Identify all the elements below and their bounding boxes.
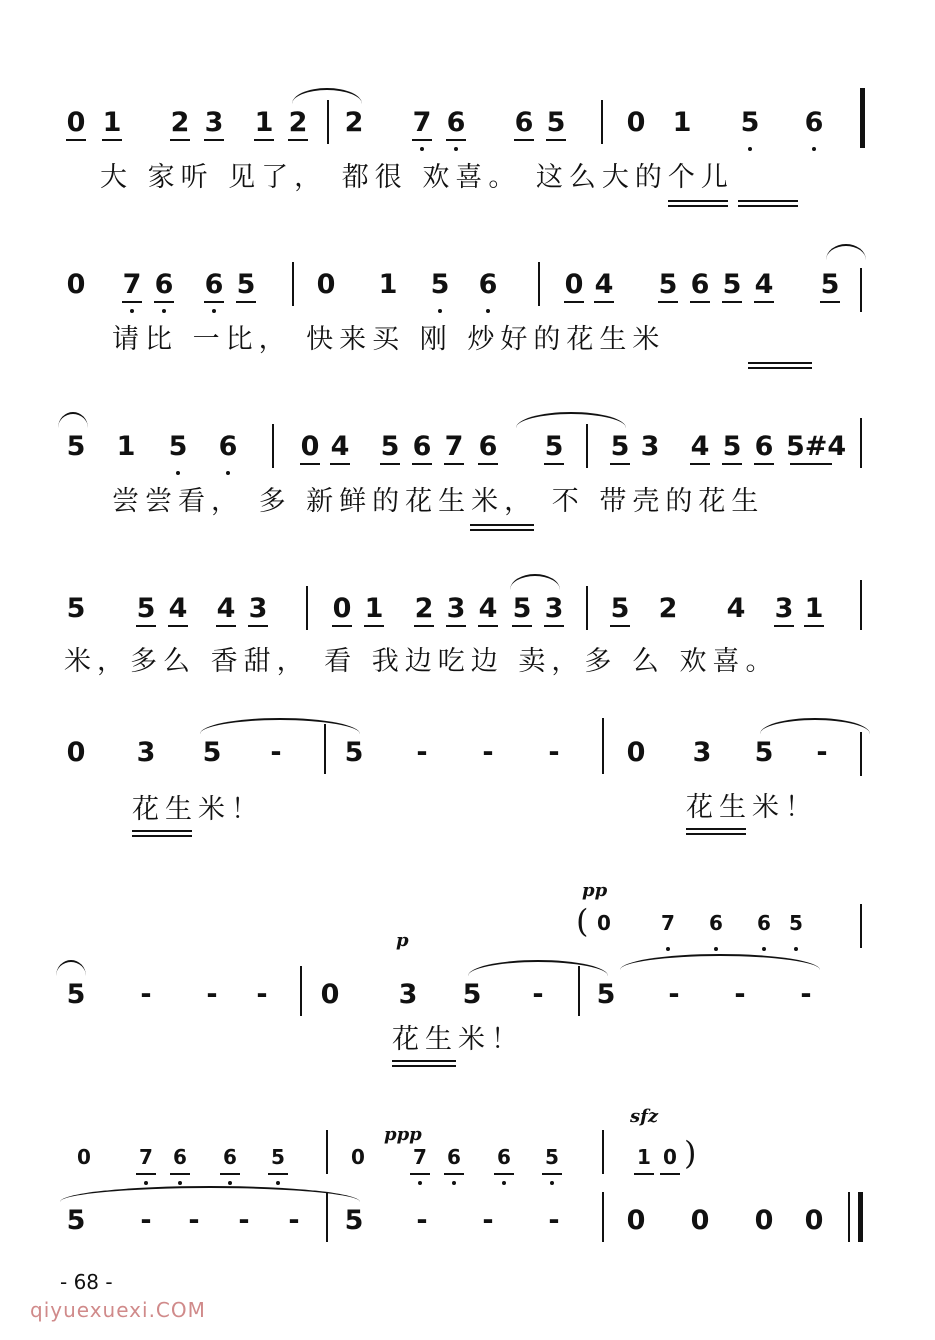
note: 6 xyxy=(510,108,538,138)
tie xyxy=(60,1186,360,1202)
barline xyxy=(860,88,865,148)
barline xyxy=(860,418,862,468)
barline xyxy=(306,586,308,630)
dynamic-mark: p xyxy=(396,930,409,951)
note: 1 xyxy=(98,108,126,138)
note: 0 xyxy=(316,269,336,300)
note: - xyxy=(416,737,428,768)
barline xyxy=(860,904,862,948)
upper-note: 6 xyxy=(166,1142,194,1172)
upper-note: 0 xyxy=(351,1145,365,1169)
dynamic-mark: ppp xyxy=(384,1124,422,1145)
note: 5 xyxy=(718,432,746,462)
note: - xyxy=(140,979,152,1010)
note: 7 xyxy=(118,270,146,300)
note: - xyxy=(188,1205,200,1236)
note: 5 xyxy=(462,979,482,1010)
watermark: qiyuexuexi.COM xyxy=(30,1298,206,1322)
note: 0 xyxy=(804,1205,824,1236)
note: 0 xyxy=(626,737,646,768)
tie xyxy=(760,718,870,734)
note: 5 xyxy=(508,594,536,624)
note: - xyxy=(140,1205,152,1236)
note: 5 xyxy=(540,432,568,462)
note: 5 xyxy=(376,432,404,462)
tie xyxy=(516,412,626,428)
lyrics-line: 米，多么 香甜， 看 我边吃边 卖，多 么 欢喜。 xyxy=(64,646,779,677)
barline xyxy=(300,966,302,1016)
lyrics-line: 尝尝看， 多 新鲜的花生米， 不 带壳的花生 xyxy=(112,486,765,517)
note: 3 xyxy=(640,431,660,462)
lyrics-line: 花生米！ xyxy=(686,792,818,823)
upper-note: 6 xyxy=(490,1142,518,1172)
note: 0 xyxy=(754,1205,774,1236)
dynamic-mark: pp xyxy=(582,880,608,901)
note: 2 xyxy=(344,107,364,138)
lyric-underline xyxy=(738,200,798,207)
barline xyxy=(326,1130,328,1174)
note: 5 xyxy=(606,432,634,462)
note: 3 xyxy=(692,737,712,768)
note: 5#4 xyxy=(786,431,847,462)
note: 5 xyxy=(66,979,86,1010)
note: 2 xyxy=(658,593,678,624)
note: 0 xyxy=(66,737,86,768)
tie xyxy=(58,412,88,428)
note: 7 xyxy=(440,432,468,462)
note: 3 xyxy=(540,594,568,624)
note: 5 xyxy=(654,270,682,300)
note: - xyxy=(734,979,746,1010)
barline xyxy=(602,718,604,774)
upper-note: 5 xyxy=(782,908,810,938)
parenthesis: ) xyxy=(684,1134,697,1172)
note: 0 xyxy=(328,594,356,624)
note: 0 xyxy=(296,432,324,462)
note: 1 xyxy=(116,431,136,462)
note: 6 xyxy=(750,432,778,462)
tie xyxy=(468,960,608,976)
note: 5 xyxy=(426,270,454,300)
barline xyxy=(586,586,588,630)
parenthesis: ( xyxy=(576,902,589,940)
note: 5 xyxy=(816,270,844,300)
barline xyxy=(586,424,588,468)
tie xyxy=(826,244,866,260)
note: - xyxy=(288,1205,300,1236)
barline xyxy=(327,100,329,144)
barline xyxy=(602,1130,604,1174)
lyric-underline xyxy=(668,200,728,207)
note: 1 xyxy=(378,269,398,300)
note: 5 xyxy=(736,108,764,138)
upper-note: 6 xyxy=(750,908,778,938)
note: 2 xyxy=(284,108,312,138)
note: 5 xyxy=(606,594,634,624)
upper-note: 0 xyxy=(77,1145,91,1169)
note: - xyxy=(816,737,828,768)
upper-note: 5 xyxy=(538,1142,566,1172)
tie xyxy=(620,954,820,970)
note: - xyxy=(532,979,544,1010)
note: 5 xyxy=(542,108,570,138)
note: - xyxy=(668,979,680,1010)
barline xyxy=(538,262,540,306)
barline xyxy=(292,262,294,306)
note: 0 xyxy=(626,107,646,138)
lyrics-line: 花生米！ xyxy=(392,1024,524,1055)
upper-note: 5 xyxy=(264,1142,292,1172)
note: 6 xyxy=(800,108,828,138)
upper-note: 7 xyxy=(132,1142,160,1172)
lyric-underline xyxy=(686,828,746,835)
barline xyxy=(272,424,274,468)
note: 5 xyxy=(66,1205,86,1236)
note: 4 xyxy=(212,594,240,624)
note: - xyxy=(800,979,812,1010)
upper-note: 7 xyxy=(654,908,682,938)
upper-note: 1 xyxy=(630,1142,658,1172)
note: 5 xyxy=(232,270,260,300)
note: - xyxy=(548,737,560,768)
note: 6 xyxy=(474,270,502,300)
note: - xyxy=(206,979,218,1010)
note: 1 xyxy=(672,107,692,138)
note: 6 xyxy=(442,108,470,138)
barline xyxy=(602,1192,604,1242)
note: 5 xyxy=(718,270,746,300)
tie xyxy=(200,718,360,734)
note: - xyxy=(238,1205,250,1236)
barline xyxy=(860,580,862,630)
note: 6 xyxy=(474,432,502,462)
note: 3 xyxy=(244,594,272,624)
upper-note: 6 xyxy=(702,908,730,938)
note: 3 xyxy=(136,737,156,768)
note: 2 xyxy=(410,594,438,624)
note: - xyxy=(270,737,282,768)
tie xyxy=(292,88,362,104)
tie xyxy=(56,960,86,976)
note: 5 xyxy=(66,593,86,624)
note: - xyxy=(416,1205,428,1236)
note: 5 xyxy=(754,737,774,768)
note: 4 xyxy=(686,432,714,462)
note: 0 xyxy=(66,269,86,300)
dynamic-mark: sfz xyxy=(630,1106,659,1127)
note: 0 xyxy=(320,979,340,1010)
note: 0 xyxy=(560,270,588,300)
note: 4 xyxy=(726,593,746,624)
note: 5 xyxy=(344,1205,364,1236)
note: 1 xyxy=(250,108,278,138)
note: 5 xyxy=(202,737,222,768)
note: 3 xyxy=(442,594,470,624)
note: 4 xyxy=(326,432,354,462)
barline xyxy=(860,732,862,776)
note: 5 xyxy=(66,431,86,462)
note: 3 xyxy=(200,108,228,138)
lyrics-line: 花生米！ xyxy=(132,794,264,825)
note: 4 xyxy=(750,270,778,300)
note: 1 xyxy=(800,594,828,624)
note: 6 xyxy=(408,432,436,462)
note: 5 xyxy=(132,594,160,624)
note: - xyxy=(482,1205,494,1236)
note: 6 xyxy=(214,432,242,462)
note: 4 xyxy=(590,270,618,300)
upper-note: 0 xyxy=(597,911,611,935)
note: - xyxy=(256,979,268,1010)
final-barline-thick xyxy=(858,1192,863,1242)
note: 3 xyxy=(770,594,798,624)
note: 6 xyxy=(686,270,714,300)
lyrics-line: 请比 一比， 快来买 刚 炒好的花生米 xyxy=(112,324,666,355)
note: 0 xyxy=(62,108,90,138)
lyrics-line: 大 家听 见了， 都很 欢喜。 这么大的个儿 xyxy=(100,162,734,193)
upper-note: 0 xyxy=(656,1142,684,1172)
final-barline-thin xyxy=(848,1192,850,1242)
lyric-underline xyxy=(392,1060,456,1067)
barline xyxy=(860,268,862,312)
page-number: - 68 - xyxy=(60,1270,113,1294)
upper-note: 6 xyxy=(216,1142,244,1172)
note: 3 xyxy=(398,979,418,1010)
note: 0 xyxy=(626,1205,646,1236)
upper-note: 6 xyxy=(440,1142,468,1172)
note: 5 xyxy=(596,979,616,1010)
note: 1 xyxy=(360,594,388,624)
note: 5 xyxy=(344,737,364,768)
note: 6 xyxy=(200,270,228,300)
note: - xyxy=(482,737,494,768)
note: - xyxy=(548,1205,560,1236)
note: 5 xyxy=(164,432,192,462)
lyric-underline xyxy=(470,524,534,531)
note: 0 xyxy=(690,1205,710,1236)
upper-note: 7 xyxy=(406,1142,434,1172)
barline xyxy=(601,100,603,144)
note: 4 xyxy=(474,594,502,624)
lyric-underline xyxy=(132,830,192,837)
note: 6 xyxy=(150,270,178,300)
note: 2 xyxy=(166,108,194,138)
lyric-underline xyxy=(748,362,812,369)
tie xyxy=(510,574,560,590)
note: 7 xyxy=(408,108,436,138)
note: 4 xyxy=(164,594,192,624)
